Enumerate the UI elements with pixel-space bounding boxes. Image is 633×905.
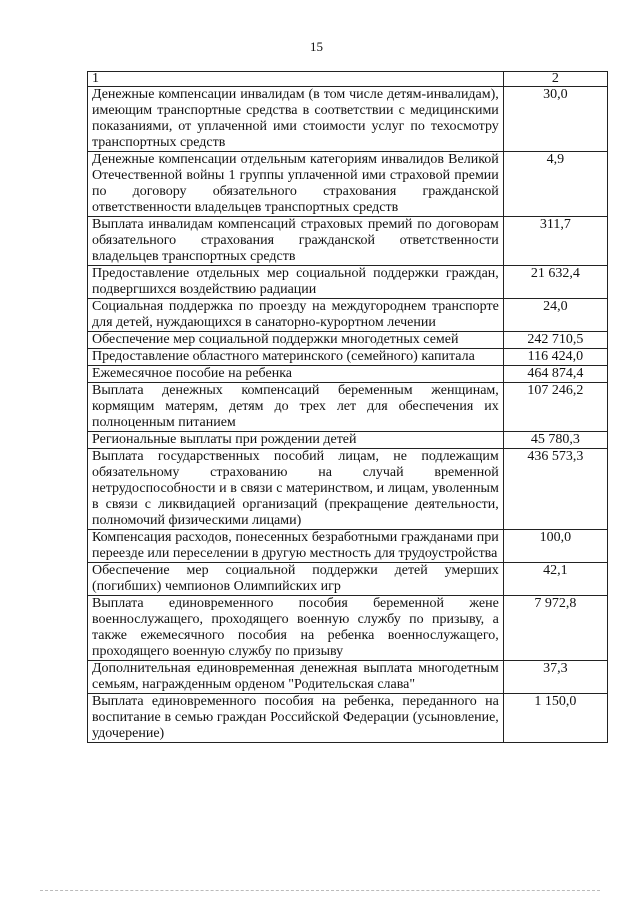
table-row <box>88 694 608 743</box>
table-row <box>88 530 608 563</box>
row-description: Ежемесячное пособие на ребенка <box>88 366 504 383</box>
row-description: Выплата денежных компенсаций беременным женщинам, кормящим матерям, детям до трех лет для обеспечения их полноценным питанием <box>88 383 504 432</box>
budget-table <box>87 71 608 743</box>
row-amount: 116 424,0 <box>503 349 607 366</box>
table-row <box>88 152 608 217</box>
table-row <box>88 366 608 383</box>
row-description: Предоставление областного материнского (семейного) капитала <box>88 349 504 366</box>
row-amount: 42,1 <box>503 563 607 596</box>
table-row <box>88 383 608 432</box>
row-amount: 37,3 <box>503 661 607 694</box>
table-header-row <box>88 72 608 87</box>
row-amount: 100,0 <box>503 530 607 563</box>
row-description: Выплата единовременного пособия на ребенка, переданного на воспитание в семью граждан Российской Федерации (усыновление, удочерение) <box>88 694 504 743</box>
row-amount: 45 780,3 <box>503 432 607 449</box>
row-description: Компенсация расходов, понесенных безработными гражданами при переезде или переселении в другую местность для трудоустройства <box>88 530 504 563</box>
row-description: Региональные выплаты при рождении детей <box>88 432 504 449</box>
row-amount: 464 874,4 <box>503 366 607 383</box>
row-amount: 311,7 <box>503 217 607 266</box>
table-row <box>88 217 608 266</box>
row-amount: 436 573,3 <box>503 449 607 530</box>
table-row <box>88 266 608 299</box>
row-amount: 21 632,4 <box>503 266 607 299</box>
row-description: Социальная поддержка по проезду на междугороднем транспорте для детей, нуждающихся в санаторно-курортном лечении <box>88 299 504 332</box>
row-amount: 1 150,0 <box>503 694 607 743</box>
row-description: Предоставление отдельных мер социальной поддержки граждан, подвергшихся воздействию радиации <box>88 266 504 299</box>
row-amount: 24,0 <box>503 299 607 332</box>
row-description: Обеспечение мер социальной поддержки детей умерших (погибших) чемпионов Олимпийских игр <box>88 563 504 596</box>
row-description: Обеспечение мер социальной поддержки многодетных семей <box>88 332 504 349</box>
page-number: 15 <box>310 39 323 54</box>
table-row <box>88 596 608 661</box>
row-amount: 4,9 <box>503 152 607 217</box>
row-description: Выплата инвалидам компенсаций страховых премий по договорам обязательного страхования гражданской ответственности владельцев транспортных средств <box>88 217 504 266</box>
row-amount: 30,0 <box>503 87 607 152</box>
bottom-rule <box>40 890 600 891</box>
row-description: Денежные компенсации отдельным категориям инвалидов Великой Отечественной войны 1 группы уплаченной ими страховой премии по договору обязательного страхования гражданской ответственности владельцев транспортных средств <box>88 152 504 217</box>
table-row <box>88 349 608 366</box>
row-description: Выплата единовременного пособия беременной жене военнослужащего, проходящего военную службу по призыву, а также ежемесячного пособия на ребенка военнослужащего, проходящего военную службу по призыву <box>88 596 504 661</box>
table-row <box>88 432 608 449</box>
table-row <box>88 449 608 530</box>
row-description: Денежные компенсации инвалидам (в том числе детям-инвалидам), имеющим транспортные средства в соответствии с медицинскими показаниями, от уплаченной ими стоимости услуг по техосмотру транспортных средств <box>88 87 504 152</box>
table-row <box>88 87 608 152</box>
table-row <box>88 332 608 349</box>
table-row <box>88 299 608 332</box>
header-col-1: 1 <box>88 72 504 87</box>
row-amount: 7 972,8 <box>503 596 607 661</box>
table-row <box>88 661 608 694</box>
table-row <box>88 563 608 596</box>
table-body <box>88 72 608 743</box>
row-amount: 242 710,5 <box>503 332 607 349</box>
row-description: Дополнительная единовременная денежная выплата многодетным семьям, награжденным орденом "Родительская слава" <box>88 661 504 694</box>
row-amount: 107 246,2 <box>503 383 607 432</box>
header-col-2: 2 <box>503 72 607 87</box>
row-description: Выплата государственных пособий лицам, не подлежащим обязательному страхованию на случай временной нетрудоспособности и в связи с материнством, и лицам, уволенным в связи с ликвидацией организаций (прекращение деятельности, полномочий физическими лицами) <box>88 449 504 530</box>
